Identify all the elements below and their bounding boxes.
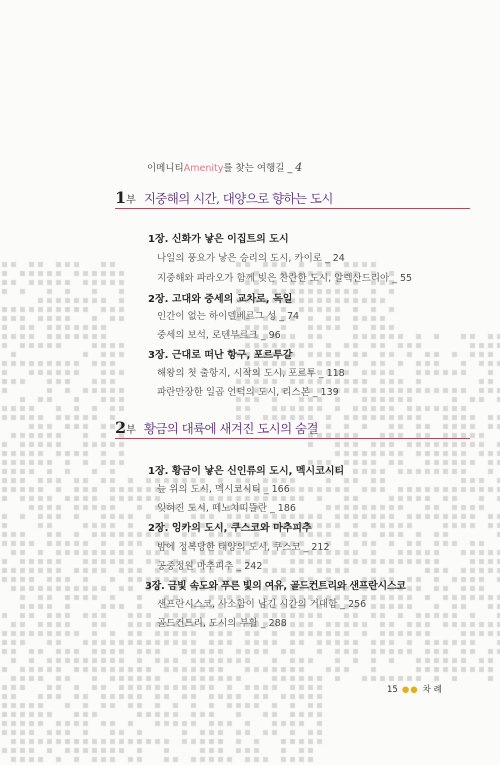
chapter-1-2-title[interactable]: 2장. 고대와 중세의 교차로, 독일 (148, 294, 293, 305)
part-2-heading[interactable] (115, 418, 318, 437)
chapter-1-1-title[interactable]: 1장. 신화가 낳은 이집트의 도시 (148, 234, 289, 245)
page-folio (387, 683, 442, 695)
intro-page: 4 (295, 161, 303, 174)
intro-prefix: 이메니티 (147, 163, 184, 174)
toc-entry[interactable]: 공중정원 마추피추 _ 242 (157, 561, 263, 572)
intro-entry[interactable] (147, 160, 302, 174)
part-number: 1 (115, 188, 127, 207)
toc-entry[interactable]: 나일의 풍요가 낳은 승리의 도시, 카이로 _ 24 (157, 253, 345, 264)
toc-entry[interactable]: 골드컨트리, 도시의 부활 _ 288 (157, 618, 287, 629)
part-title: 지중해의 시간, 대양으로 향하는 도시 (143, 191, 333, 206)
intro-suffix: 를 찾는 여행길 _ (223, 163, 296, 174)
intro-amenity: Amenity (183, 163, 224, 174)
chapter-2-1-title[interactable]: 1장. 황금이 낳은 신인류의 도시, 멕시코시티 (148, 466, 345, 477)
part-title: 황금의 대륙에 새겨진 도시의 숨결 (143, 421, 318, 436)
part-1-rule (115, 208, 470, 209)
chapter-2-2-title[interactable]: 2장. 잉카의 도시, 쿠스코와 마추피추 (148, 523, 312, 534)
folio-page-number: 15 (387, 685, 398, 695)
toc-entry[interactable]: 잊혀진 도시, 떼노치띠뜰란 _ 186 (157, 503, 296, 514)
chapter-2-3-title[interactable]: 3장. 금빛 속도와 푸른 빛의 여유, 골드컨트리와 샌프란시스코 (145, 581, 406, 592)
toc-entry[interactable]: 샌프란시스코, 사소함이 남긴 시간의 거대함 _ 256 (157, 599, 367, 610)
toc-entry[interactable]: 밤에 정복당한 태양의 도시, 쿠스코 _ 212 (157, 542, 330, 553)
chapter-1-3-title[interactable]: 3장. 근대로 떠난 항구, 포르투갈 (148, 350, 293, 361)
toc-entry[interactable]: 인간이 없는 하이델베르그 성 _ 74 (157, 311, 300, 322)
toc-entry[interactable]: 파란만장한 일곱 언덕의 도시, 리스본 _ 139 (157, 387, 339, 398)
part-2-rule (115, 438, 470, 439)
toc-entry[interactable]: 지중해와 파라오가 함께 빚은 찬란한 도시, 알렉산드리아 _ 55 (157, 273, 413, 284)
folio-dots-icon: ●● (401, 685, 419, 695)
toc-entry[interactable]: 늪 위의 도시, 멕시코시티 _ 166 (157, 484, 290, 495)
part-suffix: 부 (126, 195, 136, 206)
folio-label: 차 례 (422, 685, 442, 695)
part-suffix: 부 (126, 425, 136, 436)
part-1-heading[interactable] (115, 188, 333, 207)
toc-entry[interactable]: 중세의 보석, 로텐부르크 _ 96 (157, 330, 281, 341)
part-number: 2 (115, 418, 127, 437)
toc-entry[interactable]: 해왕의 첫 출항지, 시작의 도시, 포르투 _ 118 (157, 368, 345, 379)
